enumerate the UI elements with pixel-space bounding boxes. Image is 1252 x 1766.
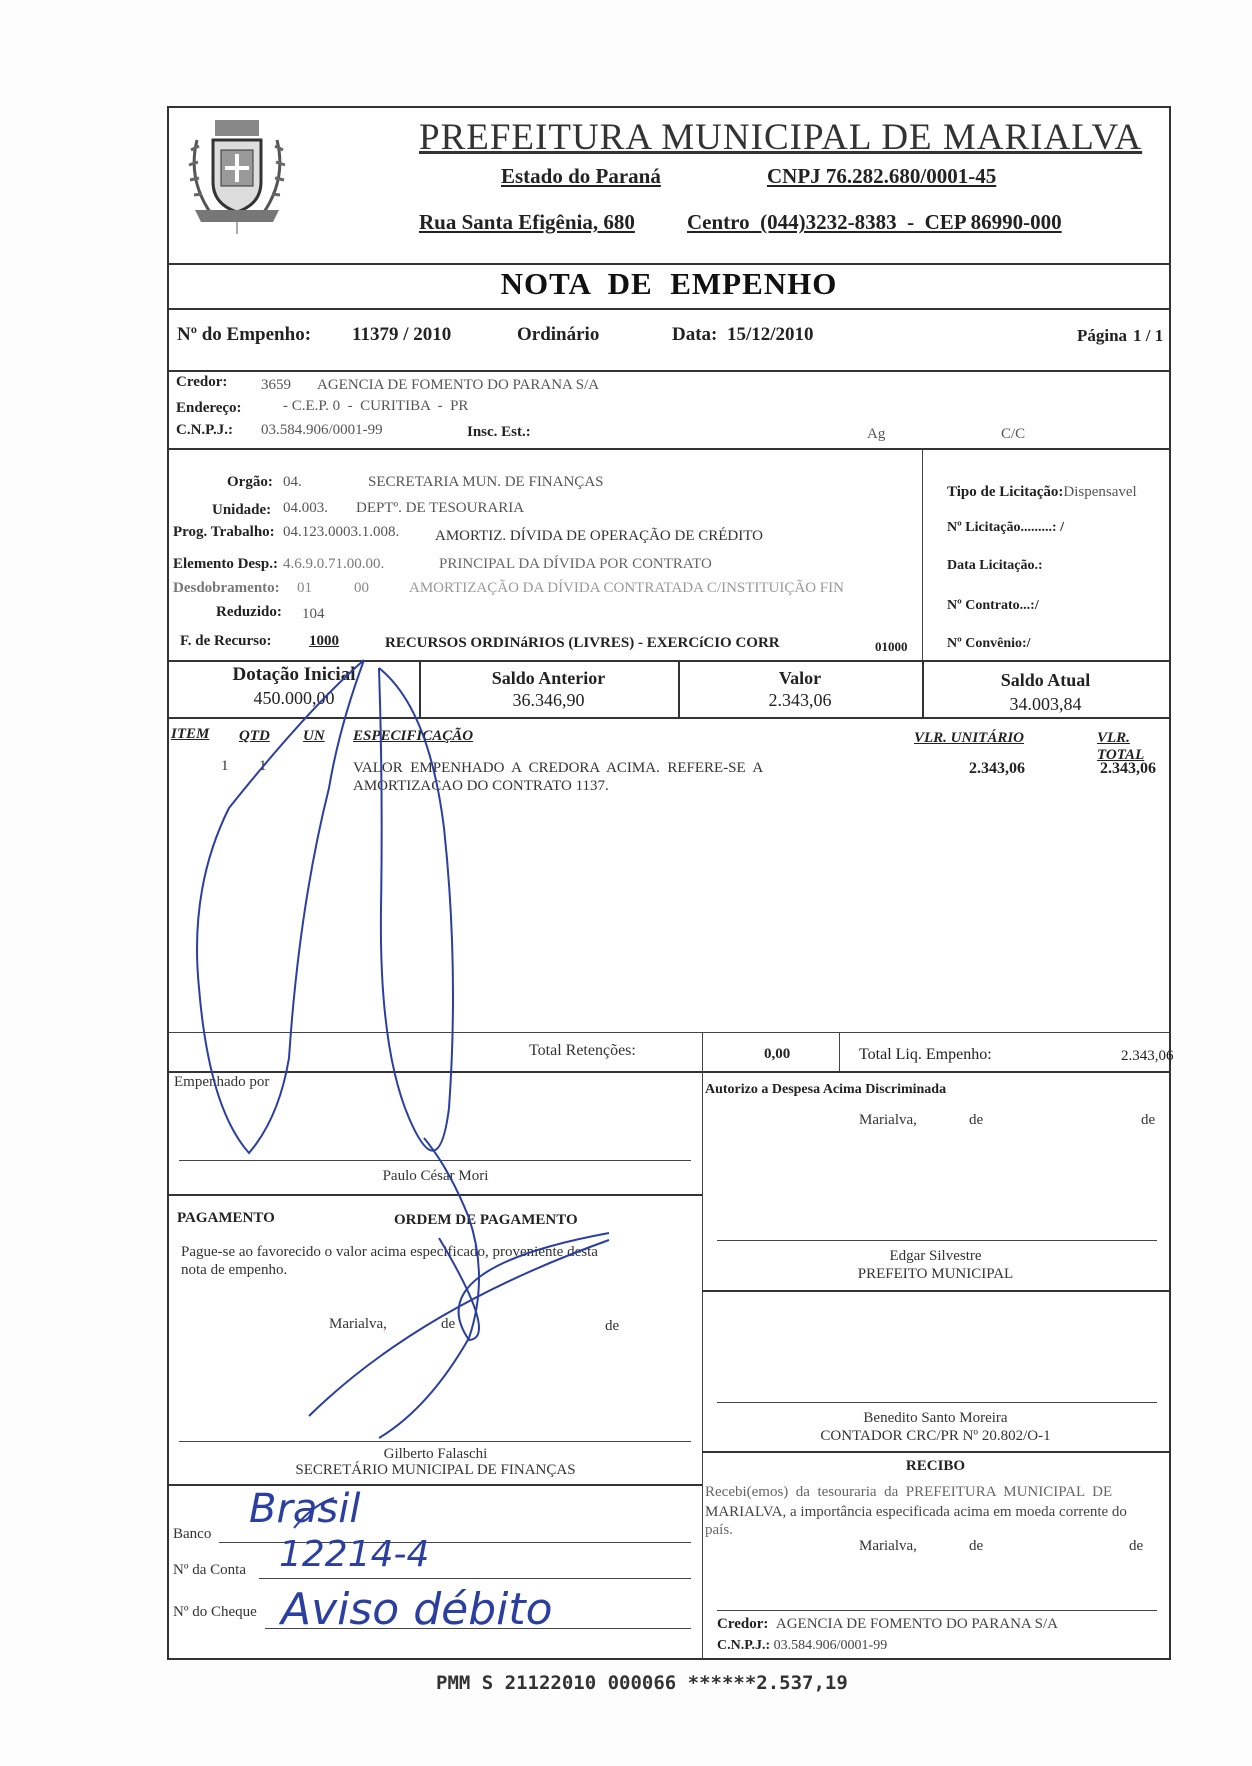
data-licitacao: Data Licitação.:: [947, 558, 1043, 573]
total-liquido-value: 2.343,06: [1121, 1048, 1174, 1064]
item-vlr-unitario: 2.343,06: [969, 760, 1025, 777]
empenhado-name: Paulo César Mori: [382, 1168, 489, 1184]
handwritten-cheque: Aviso débito: [281, 1584, 553, 1635]
pague-line2: nota de empenho.: [181, 1262, 288, 1278]
date-value: 15/12/2010: [727, 324, 814, 345]
recibo-de2: de: [1129, 1538, 1144, 1554]
credor-label: Credor:: [176, 374, 228, 390]
pagamento-de2: de: [605, 1318, 620, 1334]
desdob-label: Desdobramento:: [173, 580, 280, 596]
prefeito-name: Edgar Silvestre: [889, 1248, 982, 1264]
contador-name: Benedito Santo Moreira: [863, 1410, 1008, 1426]
recurso-code: 1000: [309, 633, 339, 649]
tipo-licitacao: Tipo de Licitação:Dispensavel: [947, 484, 1137, 500]
unidade-name: DEPTº. DE TESOURARIA: [356, 500, 525, 516]
desdob-name: AMORTIZAÇÃO DA DÍVIDA CONTRATADA C/INSTITUIÇÃO FIN: [409, 580, 844, 596]
cheque-label: Nº do Cheque: [173, 1604, 257, 1620]
autorizo-city: Marialva,: [859, 1112, 917, 1128]
header-cnpj: CNPJ 76.282.680/0001-45: [767, 164, 997, 188]
endereco-value: - C.E.P. 0 - CURITIBA - PR: [283, 398, 469, 414]
elemento-name: PRINCIPAL DA DÍVIDA POR CONTRATO: [439, 556, 712, 572]
nota-de-empenho-form: [167, 106, 1174, 1660]
signature-strokes: [169, 108, 1169, 1658]
pagamento-de1: de: [441, 1316, 456, 1332]
unidade-code: 04.003.: [283, 500, 328, 516]
page-label: Página: [1077, 326, 1128, 345]
autorizo-de2: de: [1141, 1112, 1156, 1128]
unidade-label: Unidade:: [212, 502, 272, 518]
reduzido-label: Reduzido:: [216, 604, 282, 620]
valor-value: 2.343,06: [768, 690, 832, 710]
desdob-code1: 01: [297, 580, 312, 596]
empenho-number: 11379 / 2010: [352, 324, 452, 345]
col-vlr-unitario: VLR. UNITÁRIO: [914, 730, 1025, 746]
cnpj-label: C.N.P.J.:: [176, 422, 233, 438]
doc-title: NOTA DE EMPENHO: [500, 266, 838, 301]
recibo-line2: MARIALVA, a importância especificada acima em moeda corrente do: [705, 1504, 1127, 1520]
header-address: Rua Santa Efigênia, 680: [419, 210, 635, 234]
prog-name: AMORTIZ. DÍVIDA DE OPERAÇÃO DE CRÉDITO: [435, 528, 763, 544]
orgao-label: Orgão:: [227, 474, 273, 490]
valor-label: Valor: [778, 668, 822, 688]
elemento-label: Elemento Desp.:: [173, 556, 278, 572]
col-item: ITEM: [171, 726, 210, 742]
footer-stamp: PMM S 21122010 000066 ******2.537,19: [436, 1672, 848, 1694]
saldo-anterior-value: 36.346,90: [512, 690, 585, 710]
col-especificacao: ESPECIFICAÇÃO: [353, 728, 474, 744]
recibo-de1: de: [969, 1538, 984, 1554]
header-contact: Centro (044)3232-8383 - CEP 86990-000: [687, 210, 1062, 234]
pagamento-city: Marialva,: [329, 1316, 387, 1332]
header-state: Estado do Paraná: [501, 164, 661, 188]
total-retencoes-label: Total Retenções:: [529, 1042, 636, 1059]
item-number: 1: [221, 758, 229, 774]
numero-licitacao: Nº Licitação.........: /: [947, 520, 1064, 535]
elemento-code: 4.6.9.0.71.00.00.: [283, 556, 385, 572]
empenho-label: Nº do Empenho:: [177, 324, 312, 345]
total-retencoes-value: 0,00: [764, 1046, 791, 1062]
desdob-code2: 00: [354, 580, 369, 596]
credor-name: AGENCIA DE FOMENTO DO PARANA S/A: [317, 377, 600, 393]
empenho-type: Ordinário: [517, 324, 600, 345]
secretario-name: Gilberto Falaschi: [383, 1446, 488, 1462]
date-label: Data:: [672, 324, 718, 345]
item-espec-line1: VALOR EMPENHADO A CREDORA ACIMA. REFERE-SE A: [353, 760, 764, 776]
dotacao-label: Dotação Inicial: [232, 664, 356, 685]
item-qtd: 1: [259, 758, 267, 774]
recurso-label: F. de Recurso:: [180, 633, 272, 649]
recibo-city: Marialva,: [859, 1538, 917, 1554]
handwritten-banco: Brasil: [249, 1486, 361, 1532]
autorizo-de1: de: [969, 1112, 984, 1128]
recurso-name: RECURSOS ORDINáRIOS (LIVRES) - EXERCíCIO CORR: [385, 635, 780, 651]
total-liquido-label: Total Liq. Empenho:: [859, 1046, 992, 1063]
recibo-credor: Credor: AGENCIA DE FOMENTO DO PARANA S/A: [717, 1616, 1058, 1632]
pague-line1: Pague-se ao favorecido o valor acima especificado, proveniente desta: [181, 1244, 598, 1260]
credor-code: 3659: [261, 377, 291, 393]
saldo-atual-value: 34.003,84: [1009, 694, 1082, 714]
recibo-title: RECIBO: [905, 1458, 966, 1474]
pagamento-label: PAGAMENTO: [177, 1210, 275, 1226]
contador-title: CONTADOR CRC/PR Nº 20.802/O-1: [820, 1428, 1051, 1444]
col-vlr-total: VLR. TOTAL: [1097, 730, 1145, 763]
prefeito-title: PREFEITO MUNICIPAL: [857, 1266, 1014, 1282]
handwritten-conta: 12214-4: [279, 1534, 430, 1575]
col-un: UN: [303, 728, 325, 744]
item-vlr-total: 2.343,06: [1100, 760, 1156, 777]
numero-convenio: Nº Convênio:/: [947, 636, 1031, 651]
numero-contrato: Nº Contrato...:/: [947, 598, 1039, 613]
col-qtd: QTD: [239, 728, 270, 744]
conta-label: Nº da Conta: [173, 1562, 246, 1578]
recurso-extra: 01000: [875, 639, 908, 654]
reduzido-value: 104: [302, 606, 325, 622]
item-espec-line2: AMORTIZACAO DO CONTRATO 1137.: [353, 778, 609, 794]
endereco-label: Endereço:: [176, 400, 242, 416]
ag-label: Ag: [867, 426, 886, 442]
ordem-pagamento-label: ORDEM DE PAGAMENTO: [394, 1212, 578, 1228]
page-value: 1 / 1: [1133, 326, 1164, 345]
orgao-name: SECRETARIA MUN. DE FINANÇAS: [368, 474, 604, 490]
banco-label: Banco: [173, 1526, 212, 1542]
saldo-anterior-label: Saldo Anterior: [491, 668, 606, 688]
cnpj-value: 03.584.906/0001-99: [261, 422, 383, 438]
recibo-line1: Recebi(emos) da tesouraria da PREFEITURA MUNICIPAL DE: [705, 1484, 1113, 1500]
cc-label: C/C: [1001, 426, 1026, 442]
recibo-line3: país.: [705, 1522, 733, 1538]
secretario-title: SECRETÁRIO MUNICIPAL DE FINANÇAS: [295, 1462, 576, 1478]
orgao-code: 04.: [283, 474, 302, 490]
recibo-cnpj: C.N.P.J.: 03.584.906/0001-99: [717, 1638, 888, 1653]
saldo-atual-label: Saldo Atual: [1000, 670, 1091, 690]
empenhado-por-label: Empenhado por: [174, 1074, 270, 1090]
header-title: PREFEITURA MUNICIPAL DE MARIALVA: [419, 117, 1143, 158]
prog-label: Prog. Trabalho:: [173, 524, 275, 540]
insc-label: Insc. Est.:: [467, 424, 531, 440]
autorizo-label: Autorizo a Despesa Acima Discriminada: [705, 1082, 947, 1097]
prog-code: 04.123.0003.1.008.: [283, 524, 400, 540]
dotacao-value: 450.000,00: [253, 688, 335, 708]
